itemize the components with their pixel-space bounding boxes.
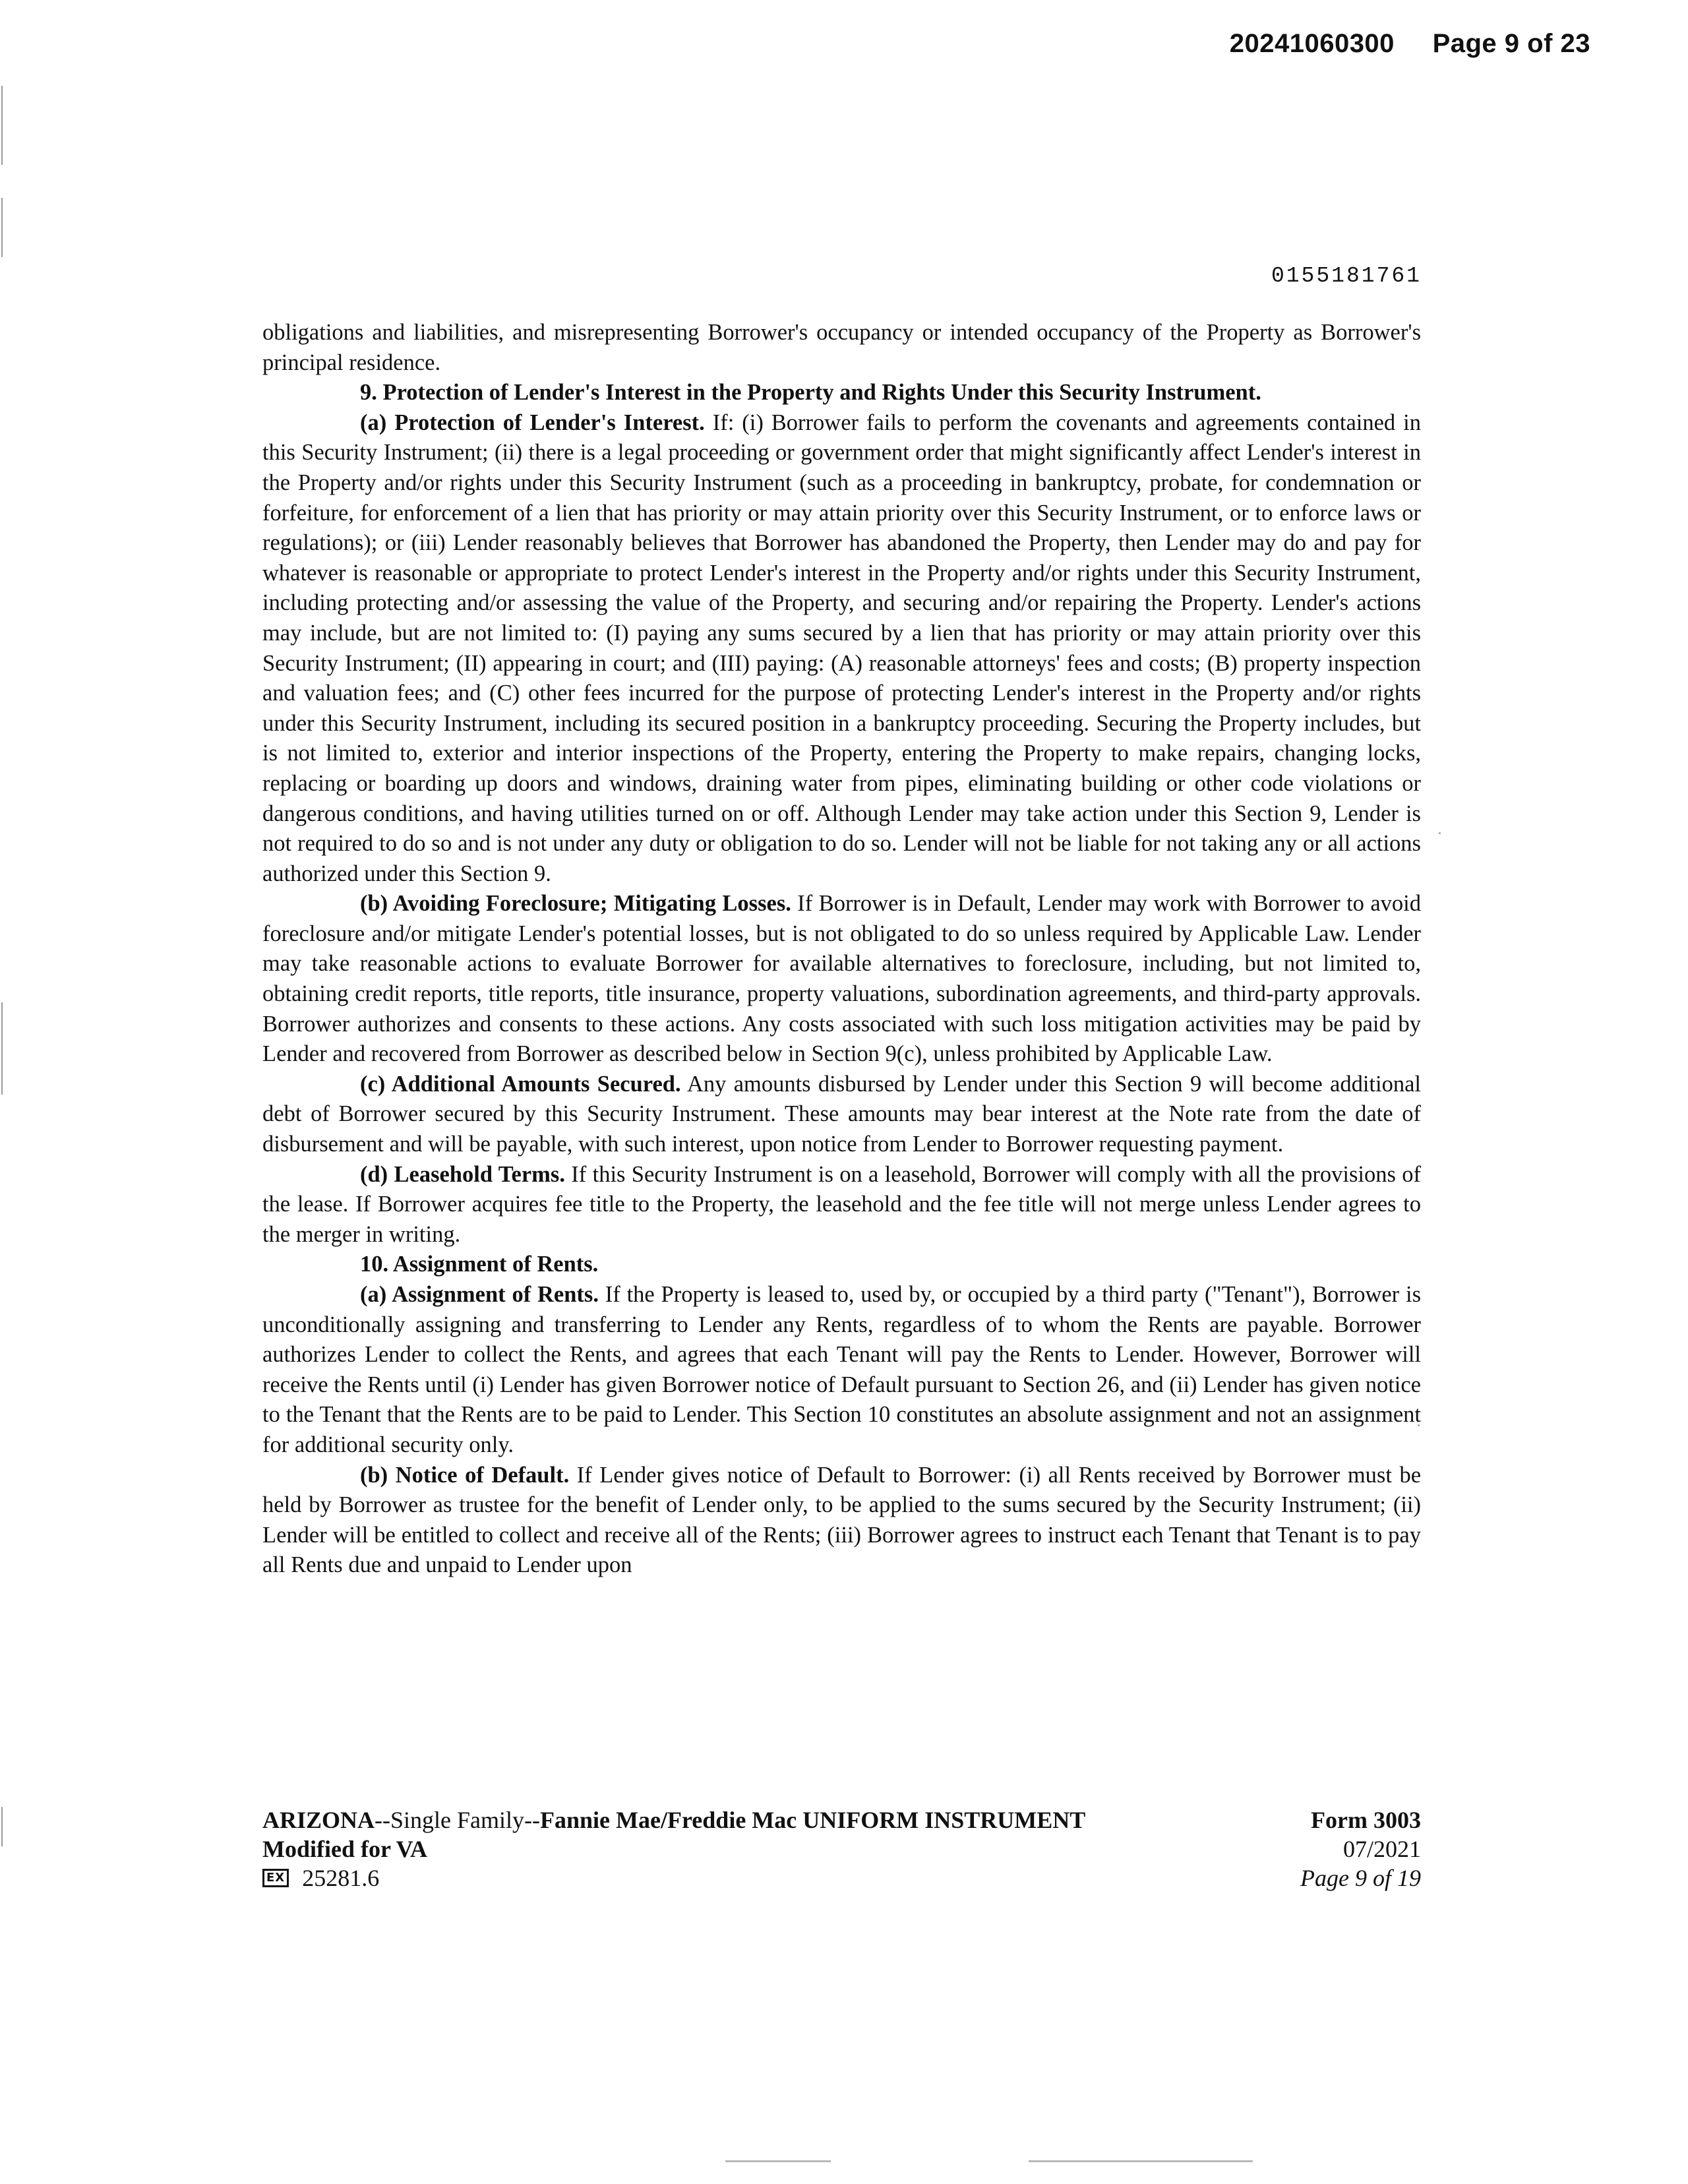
footer-left	[262, 1805, 1085, 1893]
footer-right	[1300, 1805, 1421, 1893]
footer-form-id-line	[262, 1864, 1085, 1893]
section-9c-text: Any amounts disbursed by Lender under this Section 9 will become additional debt of Borrower secured by this Security Instrument. These amounts may bear interest at the Note rate from the date of disbursement and will be payable, with such interest, upon notice from Lender to Borrower requesting payment.	[262, 1071, 1421, 1157]
section-9-heading: 9. Protection of Lender's Interest in the Property and Rights Under this Security Instrument.	[360, 380, 1261, 406]
section-9b-title: (b) Avoiding Foreclosure; Mitigating Losses.	[360, 891, 791, 917]
section-10b-title: (b) Notice of Default.	[360, 1462, 570, 1488]
section-10a-text: If the Property is leased to, used by, or occupied by a third party ("Tenant"), Borrower is unconditionally assigning and transferring to Lender any Rents, regardless of to whom the Rents are payable. Borrower authorizes Lender to collect the Rents, and agrees that each Tenant will pay the Rents to Lender. However, Borrower will receive the Rents until (i) Lender has given Borrower notice of Default pursuant to Section 26, and (ii) Lender has given notice to the Tenant that the Rents are to be paid to Lender. This Section 10 constitutes an absolute assignment and not an assignment for additional security only.	[262, 1282, 1421, 1457]
footer-family: Single Family	[390, 1807, 525, 1833]
footer-page: Page 9 of 19	[1300, 1865, 1421, 1891]
section-9b-paragraph	[262, 889, 1421, 1070]
scan-margin-mark	[1, 1807, 3, 1846]
ellie-mae-logo-icon: EX	[262, 1869, 289, 1887]
section-10a-title: (a) Assignment of Rents.	[360, 1282, 599, 1307]
section-9a-paragraph	[262, 408, 1421, 890]
footer-instrument-line	[262, 1805, 1085, 1835]
scan-margin-mark	[1, 198, 3, 257]
document-body	[262, 318, 1421, 1581]
scan-line	[1029, 2160, 1253, 2162]
scan-line	[725, 2160, 831, 2162]
footer-instrument: Fannie Mae/Freddie Mac UNIFORM INSTRUMENT	[540, 1807, 1086, 1833]
recording-page-label: Page 9 of 23	[1432, 29, 1590, 58]
loan-number: 0155181761	[1271, 264, 1422, 288]
section-9d-paragraph	[262, 1160, 1421, 1250]
section-9d-text: If this Security Instrument is on a leasehold, Borrower will comply with all the provisions of the lease. If Borrower acquires fee title to the Property, the leasehold and the fee title will not merge unless Lender agrees to the merger in writing.	[262, 1161, 1422, 1247]
footer-dashes: --	[524, 1807, 540, 1833]
recording-header	[1230, 29, 1590, 59]
section-10-heading: 10. Assignment of Rents.	[360, 1252, 599, 1277]
section-9c-paragraph	[262, 1070, 1421, 1160]
footer-state: ARIZONA	[262, 1807, 375, 1833]
section-10b-paragraph	[262, 1461, 1421, 1581]
section-9b-text: If Borrower is in Default, Lender may work with Borrower to avoid foreclosure and/or mitigate Lender's potential losses, but is not obligated to do so unless required by Applicable Law. Lender may take reasonable actions to evaluate Borrower for available alternatives to foreclosure, including, but not limited to, obtaining credit reports, title reports, title insurance, property valuations, subordination agreements, and third-party approvals. Borrower authorizes and consents to these actions. Any costs associated with such loss mitigation activities may be paid by Lender and recovered from Borrower as described below in Section 9(c), unless prohibited by Applicable Law.	[262, 891, 1421, 1067]
footer-modified: Modified for VA	[262, 1836, 428, 1862]
section-9c-title: (c) Additional Amounts Secured.	[360, 1071, 681, 1097]
section-9a-text: If: (i) Borrower fails to perform the covenants and agreements contained in this Security Instrument; (ii) there is a legal proceeding or government order that might significantly affect Lender's interest in the Property and/or rights under this Security Instrument (such as a proceeding in bankruptcy, probate, for condemnation or forfeiture, for enforcement of a lien that has priority or may attain priority over this Security Instrument, or to enforce laws or regulations); or (iii) Lender reasonably believes that Borrower has abandoned the Property, then Lender may do and pay for whatever is reasonable or appropriate to protect Lender's interest in the Property and/or rights under this Security Instrument, including protecting and/or assessing the value of the Property, and securing and/or repairing the Property. Lender's actions may include, but are not limited to: (I) paying any sums secured by a lien that has priority or may attain priority over this Security Instrument; (II) appearing in court; and (III) paying: (A) reasonable attorneys' fees and costs; (B) property inspection and valuation fees; and (C) other fees incurred for the purpose of protecting Lender's interest in the Property and/or rights under this Security Instrument, including its secured position in a bankruptcy proceeding. Securing the Property includes, but is not limited to, exterior and interior inspections of the Property, entering the Property to make repairs, changing locks, replacing or boarding up doors and windows, draining water from pipes, eliminating building or other code violations or dangerous conditions, and having utilities turned on or off. Although Lender may take action under this Section 9, Lender is not required to do so and is not under any duty or obligation to do so. Lender will not be liable for not taking any or all actions authorized under this Section 9.	[262, 410, 1421, 886]
section-10a-paragraph	[262, 1280, 1421, 1461]
scan-margin-mark	[1, 1002, 3, 1095]
footer-dashes: --	[375, 1807, 390, 1833]
footer-form-code: 25281.6	[302, 1865, 380, 1891]
footer-form-number: Form 3003	[1311, 1807, 1421, 1833]
scan-margin-mark	[1, 86, 3, 165]
scan-dot	[1439, 832, 1441, 834]
recording-document-number: 20241060300	[1229, 29, 1395, 58]
intro-paragraph: obligations and liabilities, and misrepresenting Borrower's occupancy or intended occupancy of the Property as Borrower's principal residence.	[262, 320, 1421, 375]
section-9a-title: (a) Protection of Lender's Interest.	[360, 410, 705, 435]
section-10b-text: If Lender gives notice of Default to Borrower: (i) all Rents received by Borrower must be held by Borrower as trustee for the benefit of Lender only, to be applied to the sums secured by the Security Instrument; (ii) Lender will be entitled to collect and receive all of the Rents; (iii) Borrower agrees to instruct each Tenant that Tenant is to pay all Rents due and unpaid to Lender upon	[262, 1462, 1422, 1578]
footer-modified-line	[262, 1835, 1085, 1864]
section-9d-title: (d) Leasehold Terms.	[360, 1161, 565, 1187]
footer-date: 07/2021	[1342, 1836, 1421, 1862]
